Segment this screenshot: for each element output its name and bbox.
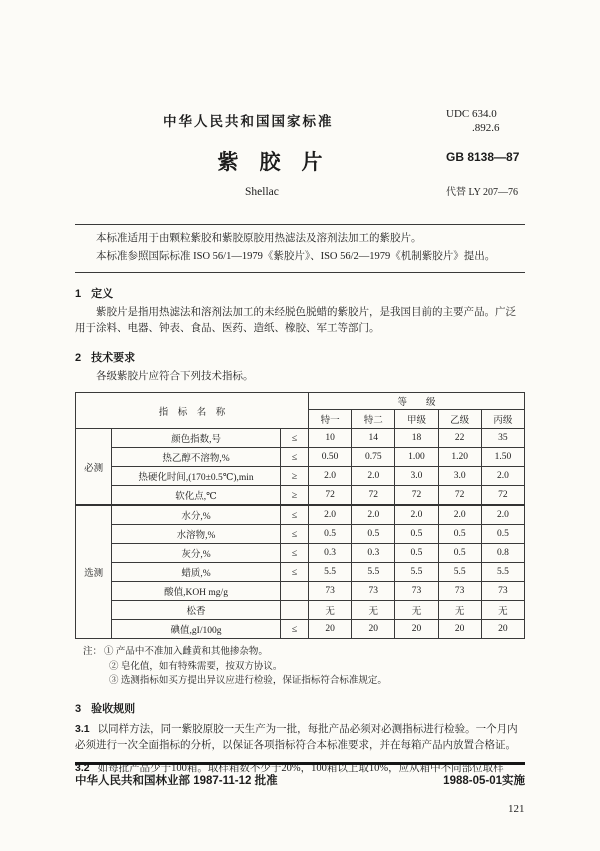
grade-value: 0.5 [309, 525, 352, 544]
grade-value: 0.75 [352, 448, 395, 467]
grade-value: 1.50 [481, 448, 524, 467]
grade-value: 3.0 [438, 467, 481, 486]
grade-value: 无 [395, 601, 438, 620]
grade-value: 0.5 [352, 525, 395, 544]
limit-symbol: ≤ [280, 448, 308, 467]
document-title-cn: 紫 胶 片 [217, 151, 323, 174]
grade-value: 2.0 [309, 505, 352, 525]
indicator-name: 松香 [112, 601, 281, 620]
indicator-name: 热乙醇不溶物,% [112, 448, 281, 467]
section-3-heading [75, 700, 525, 716]
grade-value: 2.0 [481, 467, 524, 486]
implementation-date: 1988-05-01实施 [443, 775, 525, 787]
grade-col-header: 甲级 [395, 410, 438, 429]
footer-rule [75, 762, 525, 765]
grade-value: 22 [438, 429, 481, 448]
grade-value: 1.20 [438, 448, 481, 467]
document-footer [75, 772, 525, 788]
grade-value: 73 [438, 582, 481, 601]
indicator-name: 灰分,% [112, 544, 281, 563]
clause-3-2-number: 3.2 [75, 761, 90, 774]
note-item-1: ① 产品中不准加入雌黄和其他掺杂物。 [104, 647, 268, 658]
table-row [76, 429, 525, 448]
grade-value: 10 [309, 429, 352, 448]
grade-value: 20 [352, 620, 395, 639]
indicator-name: 热硬化时间,(170±0.5℃),min [112, 467, 281, 486]
section-1-number: 1 [75, 287, 82, 300]
standard-number: GB 8138—87 [446, 150, 520, 164]
grade-value: 无 [309, 601, 352, 620]
scope-paragraph-1: 本标准适用于由颗粒紫胶和紫胶原胶用热滤法及溶剂法加工的紫胶片。 [96, 233, 422, 244]
limit-symbol: ≤ [280, 429, 308, 448]
page-number: 121 [508, 803, 525, 815]
table-notes [75, 645, 525, 688]
grade-value: 无 [438, 601, 481, 620]
grade-value: 20 [438, 620, 481, 639]
limit-symbol: ≤ [280, 505, 308, 525]
grade-value: 0.50 [309, 448, 352, 467]
grade-value: 5.5 [395, 563, 438, 582]
note-line-3: ③ 选测指标如买方提出异议应进行检验，保证指标符合标准规定。 [109, 675, 387, 686]
indicator-name: 水溶物,% [112, 525, 281, 544]
grade-col-header: 特二 [352, 410, 395, 429]
grade-value: 73 [352, 582, 395, 601]
grade-col-header: 乙级 [438, 410, 481, 429]
standard-org-title: 中华人民共和国国家标准 [163, 114, 334, 129]
grade-value: 72 [481, 486, 524, 506]
spec-table-body [76, 429, 525, 639]
grade-value: 0.3 [352, 544, 395, 563]
section-3-1-paragraph [75, 721, 525, 755]
grade-value: 0.8 [481, 544, 524, 563]
indicator-name-header: 指 标 名 称 [76, 393, 309, 429]
horizontal-rule-top [75, 224, 525, 225]
grade-value: 35 [481, 429, 524, 448]
limit-symbol: ≤ [280, 525, 308, 544]
grade-value: 5.5 [438, 563, 481, 582]
note-label: 注： [83, 647, 103, 658]
approval-text: 中华人民共和国林业部 1987-11-12 批准 [75, 775, 278, 787]
table-row [76, 601, 525, 620]
table-row [76, 563, 525, 582]
grade-value: 5.5 [309, 563, 352, 582]
grade-value: 20 [481, 620, 524, 639]
grade-value: 72 [352, 486, 395, 506]
grade-value: 0.3 [309, 544, 352, 563]
section-3-number: 3 [75, 703, 82, 716]
document-body [75, 224, 525, 782]
udc-number [446, 107, 500, 136]
table-row [76, 467, 525, 486]
limit-symbol [280, 601, 308, 620]
grade-value: 2.0 [438, 505, 481, 525]
indicator-name: 碘值,gI/100g [112, 620, 281, 639]
limit-symbol: ≥ [280, 467, 308, 486]
grade-value: 2.0 [352, 505, 395, 525]
grade-value: 5.5 [481, 563, 524, 582]
indicator-name: 蜡质,% [112, 563, 281, 582]
indicator-name: 酸值,KOH mg/g [112, 582, 281, 601]
table-row [76, 486, 525, 506]
grade-value: 72 [309, 486, 352, 506]
grade-value: 14 [352, 429, 395, 448]
table-row [76, 620, 525, 639]
group-label: 选测 [76, 505, 112, 639]
grade-value: 2.0 [395, 505, 438, 525]
grade-value: 2.0 [352, 467, 395, 486]
grade-value: 73 [309, 582, 352, 601]
table-row [76, 448, 525, 467]
grade-value: 无 [481, 601, 524, 620]
grade-col-header: 特一 [309, 410, 352, 429]
table-row [76, 582, 525, 601]
grade-value: 0.5 [481, 525, 524, 544]
grade-value: 0.5 [395, 544, 438, 563]
grade-group-header: 等 级 [309, 393, 525, 410]
clause-3-1-text: 以同样方法，同一紫胶原胶一天生产为一批，每批产品必须对必测指标进行检验。一个月内必须进行一次全面指标的分析，以保证各项指标符合本标准要求，并在每箱产品内放置合格证。 [75, 724, 518, 752]
limit-symbol [280, 582, 308, 601]
indicator-name: 颜色指数,号 [112, 429, 281, 448]
horizontal-rule-bottom [75, 272, 525, 273]
grade-value: 73 [481, 582, 524, 601]
indicator-name: 水分,% [112, 505, 281, 525]
document-title-en: Shellac [245, 186, 279, 198]
section-2-intro: 各级紫胶片应符合下列技术指标。 [96, 371, 254, 383]
section-1-heading [75, 285, 525, 301]
section-2-number: 2 [75, 352, 82, 365]
indicator-name: 软化点,℃ [112, 486, 281, 506]
grade-value: 无 [352, 601, 395, 620]
limit-symbol: ≤ [280, 563, 308, 582]
grade-value: 72 [395, 486, 438, 506]
note-line-2: ② 皂化值，如有特殊需要，按双方协议。 [109, 661, 283, 672]
section-1-title: 定义 [91, 287, 114, 300]
grade-value: 0.5 [395, 525, 438, 544]
grade-value: 72 [438, 486, 481, 506]
table-header-row [76, 393, 525, 410]
grade-value: 0.5 [438, 544, 481, 563]
spec-table [75, 392, 525, 639]
grade-value: 5.5 [352, 563, 395, 582]
clause-3-1-number: 3.1 [75, 723, 90, 736]
table-row [76, 505, 525, 525]
table-row [76, 525, 525, 544]
section-2-heading [75, 349, 525, 365]
table-row [76, 544, 525, 563]
clause-3-2-text: 如每批产品少于100箱。取样箱数不少于20%，100箱以上取10%，应从箱中不同部位取样 [97, 762, 504, 774]
limit-symbol: ≤ [280, 620, 308, 639]
udc-line1: UDC 634.0 [446, 108, 497, 120]
grade-value: 20 [395, 620, 438, 639]
replaces-note: 代替 LY 207—76 [446, 187, 518, 198]
section-3-title: 验收规则 [91, 703, 136, 716]
note-line-1 [83, 645, 525, 659]
section-2-title: 技术要求 [91, 352, 136, 365]
grade-value: 20 [309, 620, 352, 639]
section-1-paragraph: 紫胶片是指用热滤法和溶剂法加工的未经脱色脱蜡的紫胶片，是我国目前的主要产品。广泛用于涂料、电器、钟表、食品、医药、造纸、橡胶、军工等部门。 [75, 306, 516, 334]
limit-symbol: ≥ [280, 486, 308, 506]
grade-value: 2.0 [481, 505, 524, 525]
scope-paragraph-2: 本标准参照国际标准 ISO 56/1—1979《紫胶片》、ISO 56/2—1979《机制紫胶片》提出。 [96, 250, 496, 262]
grade-col-header: 丙级 [481, 410, 524, 429]
grade-value: 2.0 [309, 467, 352, 486]
grade-value: 1.00 [395, 448, 438, 467]
grade-value: 3.0 [395, 467, 438, 486]
grade-value: 18 [395, 429, 438, 448]
grade-value: 0.5 [438, 525, 481, 544]
grade-value: 73 [395, 582, 438, 601]
limit-symbol: ≤ [280, 544, 308, 563]
udc-line2: .892.6 [472, 122, 500, 135]
group-label: 必测 [76, 429, 112, 506]
